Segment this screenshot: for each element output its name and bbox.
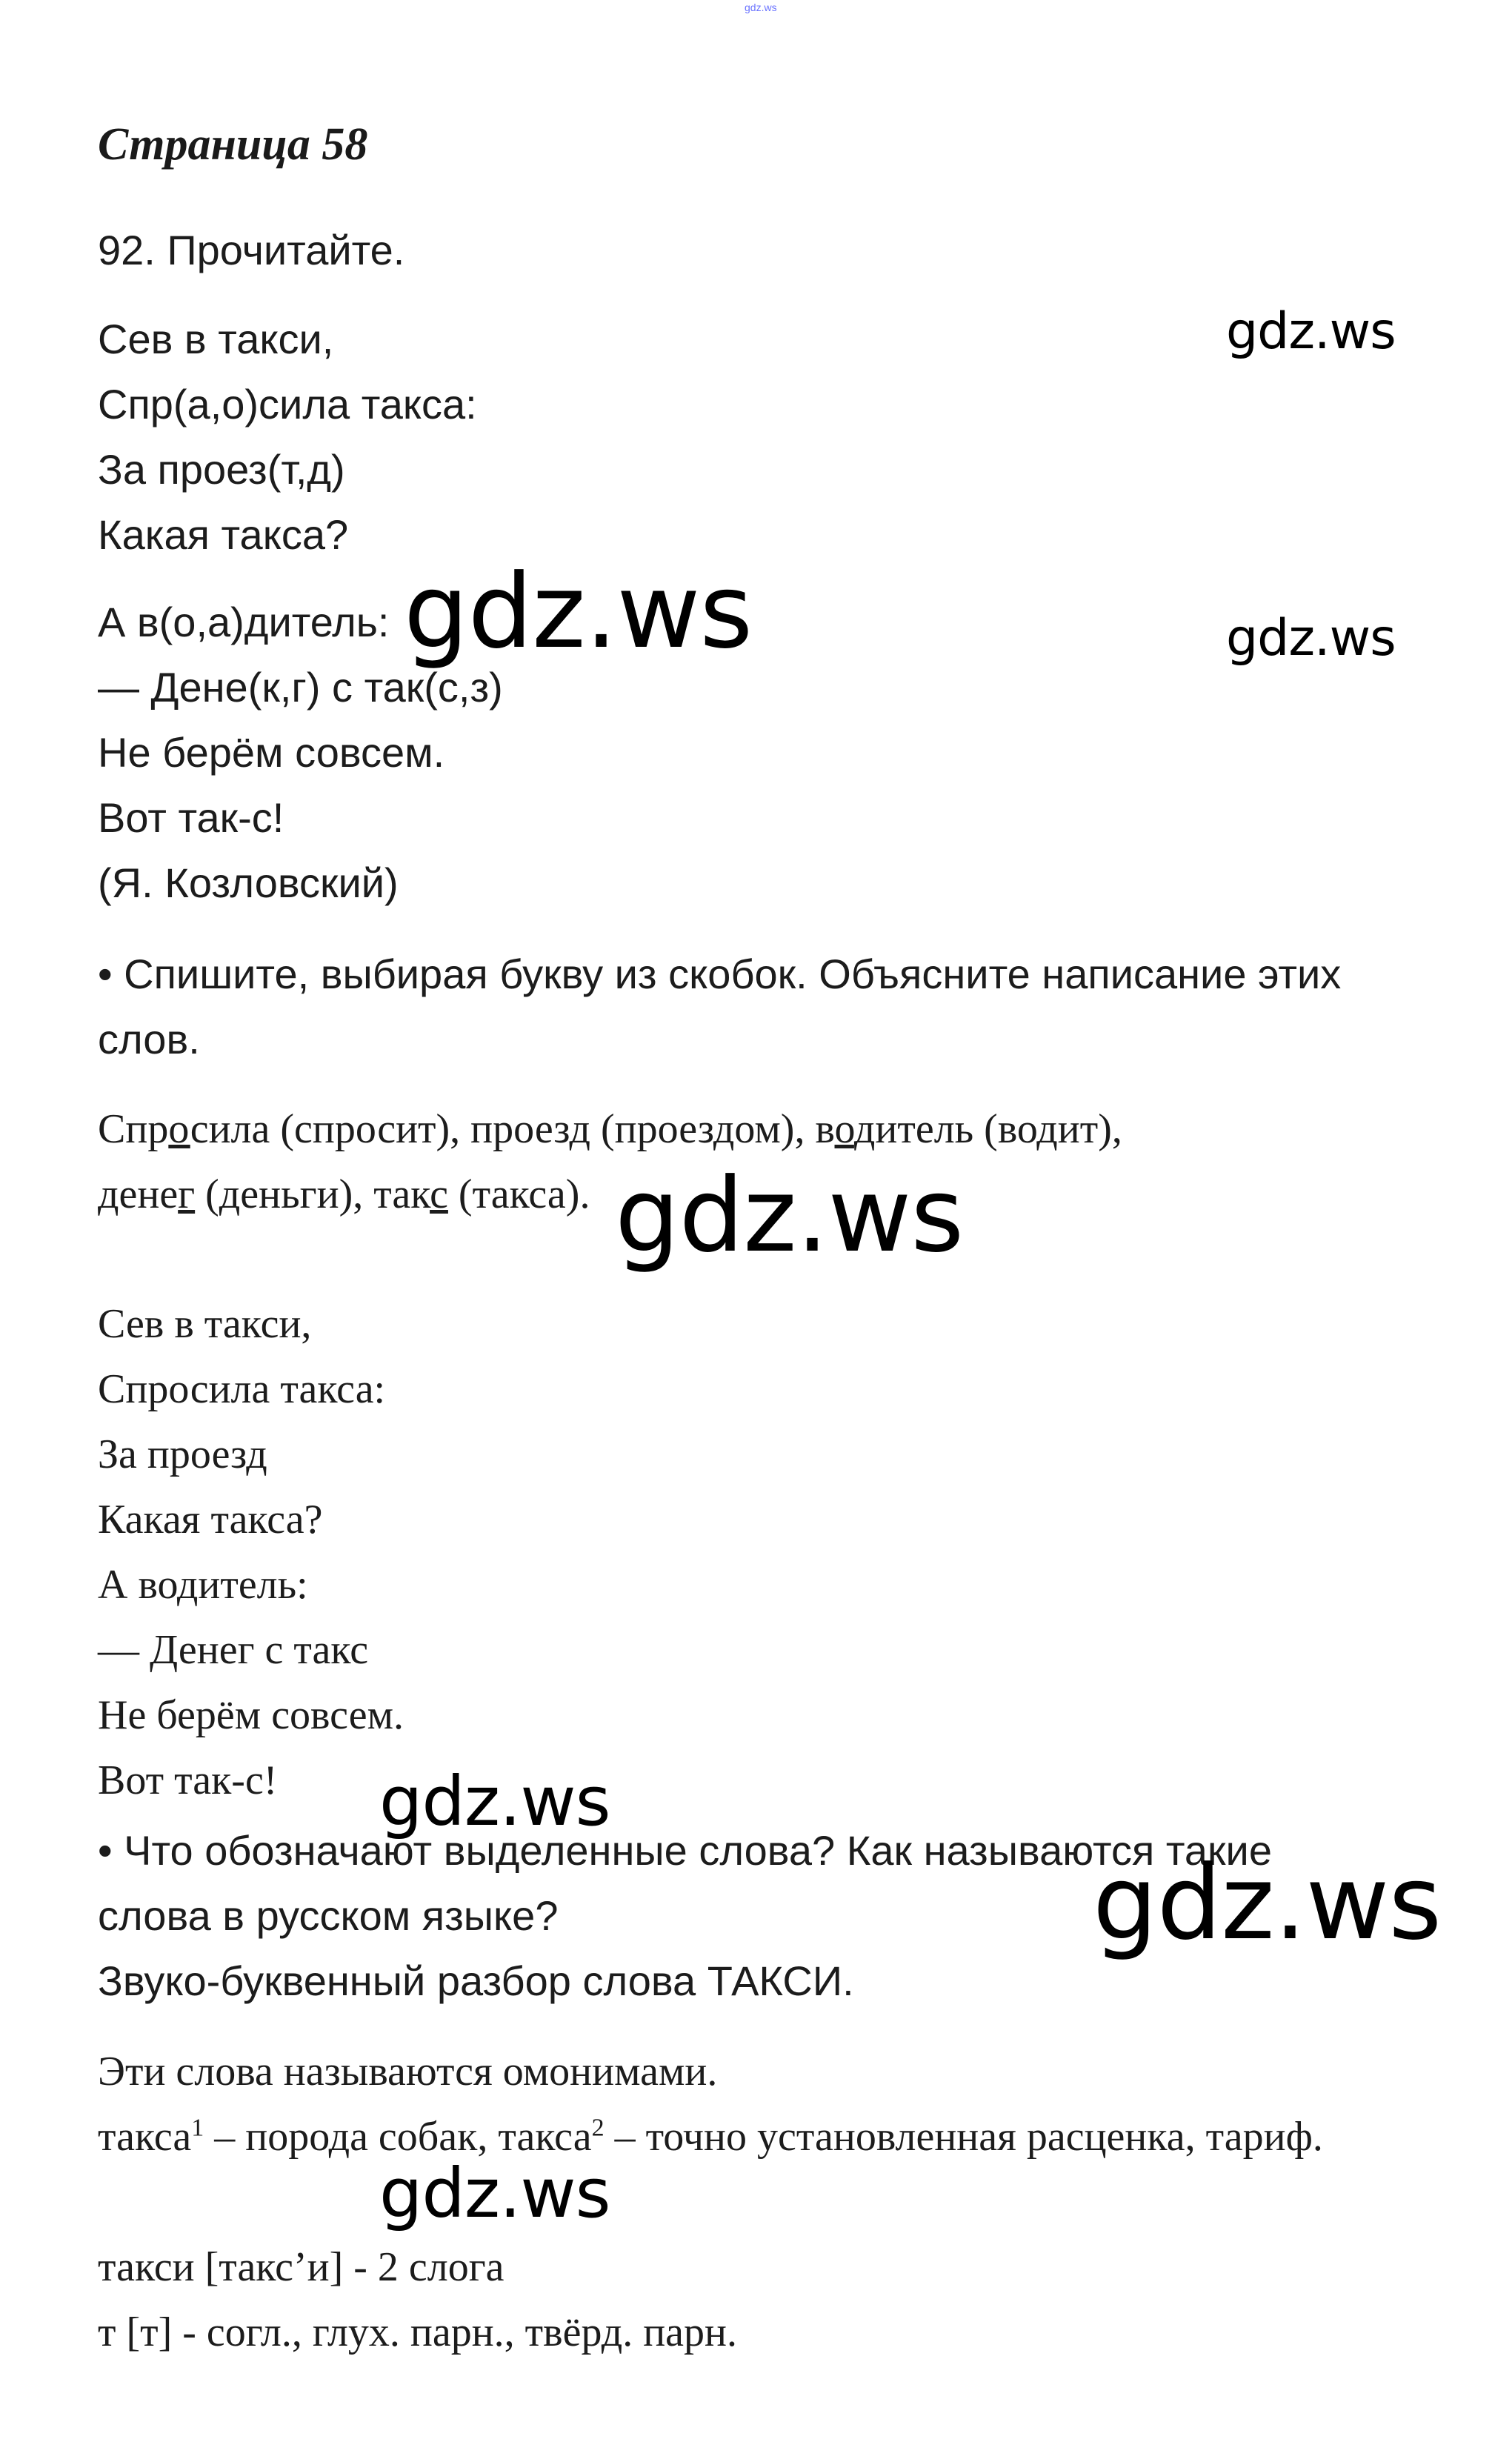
poem-line: А в(о,а)дитель: bbox=[98, 599, 390, 645]
answer-line: т [т] - согл., глух. парн., твёрд. парн. bbox=[98, 2309, 737, 2355]
underlined-letter: с bbox=[430, 1171, 448, 1217]
poem-line: Какая такса? bbox=[98, 511, 349, 558]
answer-line: такси [такс’и] - 2 слога bbox=[98, 2244, 504, 2290]
watermark: gdz.ws bbox=[1226, 302, 1396, 361]
poem-answer-line: Вот так-с! bbox=[98, 1757, 278, 1803]
top-watermark-mark: gdz.ws bbox=[745, 1, 777, 13]
poem-answer-line: Какая такса? bbox=[98, 1497, 323, 1543]
poem-answer-line: А водитель: bbox=[98, 1562, 308, 1608]
underlined-letter: г bbox=[178, 1171, 196, 1217]
exercise-title: 92. Прочитайте. bbox=[98, 227, 405, 273]
watermark: gdz.ws bbox=[404, 552, 753, 671]
poem-line: Сев в такси, bbox=[98, 316, 334, 362]
poem-line: Не берём совсем. bbox=[98, 729, 445, 776]
watermark: gdz.ws bbox=[379, 2154, 610, 2233]
task-instruction: • Что обозначают выделенные слова? Как называются такие bbox=[98, 1827, 1272, 1874]
poem-line: Спр(а,о)сила такса: bbox=[98, 381, 477, 427]
watermark: gdz.ws bbox=[1093, 1843, 1442, 1963]
task-instruction: Звуко-буквенный разбор слова ТАКСИ. bbox=[98, 1957, 854, 2004]
answer-line: такса$^1$ – порода собак, такса$^2$ – точно установленная расценка, тариф. bbox=[98, 2114, 1323, 2160]
poem-answer-line: — Денег с такс bbox=[98, 1627, 369, 1673]
task-instruction: слова в русском языке? bbox=[98, 1892, 559, 1939]
answer-line: денег (деньги), такс (такса). bbox=[98, 1171, 590, 1217]
watermark: gdz.ws bbox=[379, 1762, 610, 1841]
poem-author: (Я. Козловский) bbox=[98, 859, 399, 906]
poem-answer-line: За проезд bbox=[98, 1431, 267, 1477]
poem-line: Вот так-с! bbox=[98, 794, 284, 841]
answer-line: Спросила (спросит), проезд (проездом), водитель (водит), bbox=[98, 1106, 1122, 1152]
underlined-letter: о bbox=[834, 1106, 854, 1152]
poem-answer-line: Не берём совсем. bbox=[98, 1692, 404, 1738]
page-title: Страница 58 bbox=[98, 119, 368, 170]
answer-line: Эти слова называются омонимами. bbox=[98, 2049, 718, 2095]
poem-line: За проез(т,д) bbox=[98, 446, 345, 493]
poem-answer-line: Спросила такса: bbox=[98, 1366, 386, 1412]
underlined-letter: д bbox=[569, 1106, 590, 1152]
underlined-letter: о bbox=[168, 1106, 190, 1152]
poem-line: — Дене(к,г) с так(с,з) bbox=[98, 664, 503, 711]
watermark: gdz.ws bbox=[615, 1156, 964, 1275]
watermark: gdz.ws bbox=[1226, 609, 1396, 668]
poem-answer-line: Сев в такси, bbox=[98, 1301, 312, 1347]
task-instruction: • Спишите, выбирая букву из скобок. Объясните написание этих bbox=[98, 951, 1342, 997]
task-instruction: слов. bbox=[98, 1016, 200, 1062]
